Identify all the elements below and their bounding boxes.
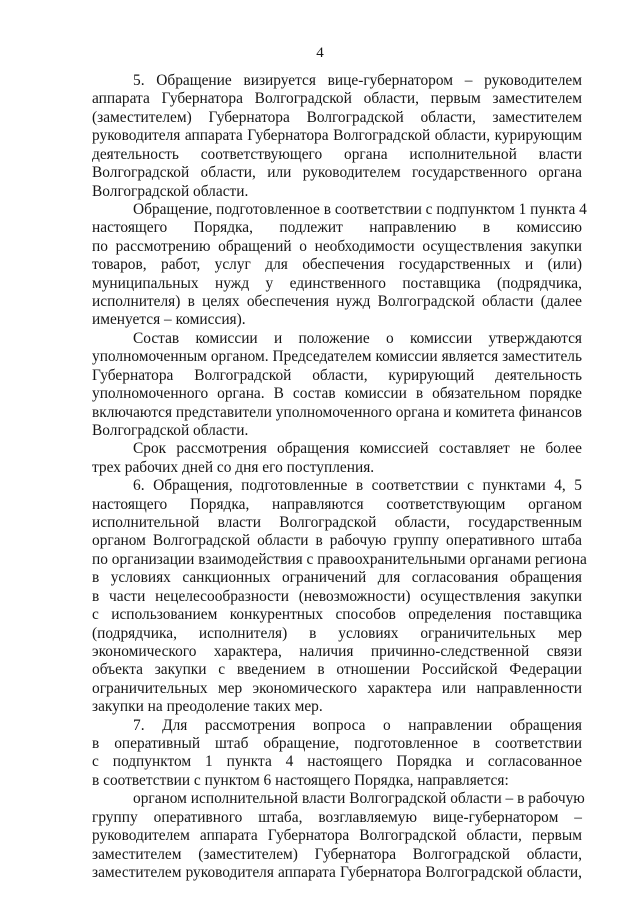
paragraph-line: Волгоградской области. — [92, 421, 249, 439]
paragraph-line: с подпунктом 1 пункта 4 настоящего Порядка и согласованное — [92, 753, 582, 771]
paragraph-line: исполнителя) в целях обеспечения нужд Волгоградской области (далее — [92, 293, 582, 311]
paragraph-line: руководителя аппарата Губернатора Волгоградской области, курирующим — [92, 127, 582, 145]
paragraph-line: в условиях санкционных ограничений для согласования обращения — [92, 569, 582, 587]
paragraph-line: (подрядчика, исполнителя) в условиях ограничительных мер — [92, 624, 582, 642]
paragraph-line: (заместителем) Губернатора Волгоградской области, заместителем — [92, 108, 582, 126]
paragraph-line: исполнительной власти Волгоградской области, государственным — [92, 514, 582, 532]
paragraph-line: в оперативный штаб обращение, подготовленное в соответствии — [92, 735, 582, 753]
paragraph-line: ограничительных мер экономического характера или направленности — [92, 679, 582, 697]
paragraph-line: 7. Для рассмотрения вопроса о направлении обращения — [133, 716, 582, 734]
paragraph-line: муниципальных нужд у единственного поставщика (подрядчика, — [92, 274, 582, 292]
paragraph-line: объекта закупки с введением в отношении Российской Федерации — [92, 661, 582, 679]
paragraph-line: экономического характера, наличия причинно-следственной связи — [92, 642, 582, 660]
paragraph-line: закупки на преодоление таких мер. — [92, 698, 323, 716]
paragraph-line: в части нецелесообразности (невозможности) осуществления закупки — [92, 587, 582, 605]
paragraph-line: в соответствии с пунктом 6 настоящего Порядка, направляется: — [92, 771, 509, 789]
paragraph-line: органом исполнительной власти Волгоградской области – в рабочую — [133, 790, 585, 808]
paragraph-line: Волгоградской области. — [92, 182, 249, 200]
paragraph-line: именуется – комиссия). — [92, 311, 246, 329]
paragraph-line: группу оперативного штаба, возглавляемую вице-губернатором – — [92, 808, 582, 826]
paragraph-line: 6. Обращения, подготовленные в соответствии с пунктами 4, 5 — [133, 477, 582, 495]
paragraph-line: Срок рассмотрения обращения комиссией составляет не более — [133, 440, 582, 458]
paragraph-line: настоящего Порядка, направляются соответствующим органом — [92, 495, 582, 513]
paragraph-line: заместителем руководителя аппарата Губернатора Волгоградской области, — [92, 864, 582, 881]
paragraph-line: органом Волгоградской области в рабочую группу оперативного штаба — [92, 532, 582, 550]
paragraph-line: Губернатора Волгоградской области, курирующий деятельность — [92, 366, 582, 384]
paragraph-line: аппарата Губернатора Волгоградской области, первым заместителем — [92, 90, 582, 108]
paragraph-line: Обращение, подготовленное в соответствии с подпунктом 1 пункта 4 — [133, 200, 587, 218]
paragraph-line: Состав комиссии и положение о комиссии утверждаются — [133, 329, 582, 347]
paragraph-line: включаются представители уполномоченного органа и комитета финансов — [92, 403, 582, 421]
page-number: 4 — [316, 45, 324, 61]
paragraph-line: деятельность соответствующего органа исполнительной власти — [92, 145, 582, 163]
paragraph-line: руководителем аппарата Губернатора Волгоградской области, первым — [92, 827, 582, 845]
paragraph-line: уполномоченного органа. В состав комиссии в обязательном порядке — [92, 385, 582, 403]
paragraph-line: с использованием конкурентных способов определения поставщика — [92, 606, 582, 624]
paragraph-line: 5. Обращение визируется вице-губернатором – руководителем — [133, 72, 582, 89]
paragraph-line: по рассмотрению обращений о необходимости осуществления закупки — [92, 237, 582, 255]
paragraph-line: заместителем (заместителем) Губернатора Волгоградской области, — [92, 845, 582, 863]
paragraph-line: настоящего Порядка, подлежит направлению в комиссию — [92, 219, 582, 237]
paragraph-line: по организации взаимодействия с правоохранительными органами региона — [92, 550, 587, 568]
paragraph-line: уполномоченным органом. Председателем комиссии является заместитель — [92, 348, 582, 366]
paragraph-line: трех рабочих дней со дня его поступления. — [92, 458, 375, 476]
paragraph-line: Волгоградской области, или руководителем государственного органа — [92, 164, 582, 182]
paragraph-line: товаров, работ, услуг для обеспечения государственных и (или) — [92, 256, 582, 274]
